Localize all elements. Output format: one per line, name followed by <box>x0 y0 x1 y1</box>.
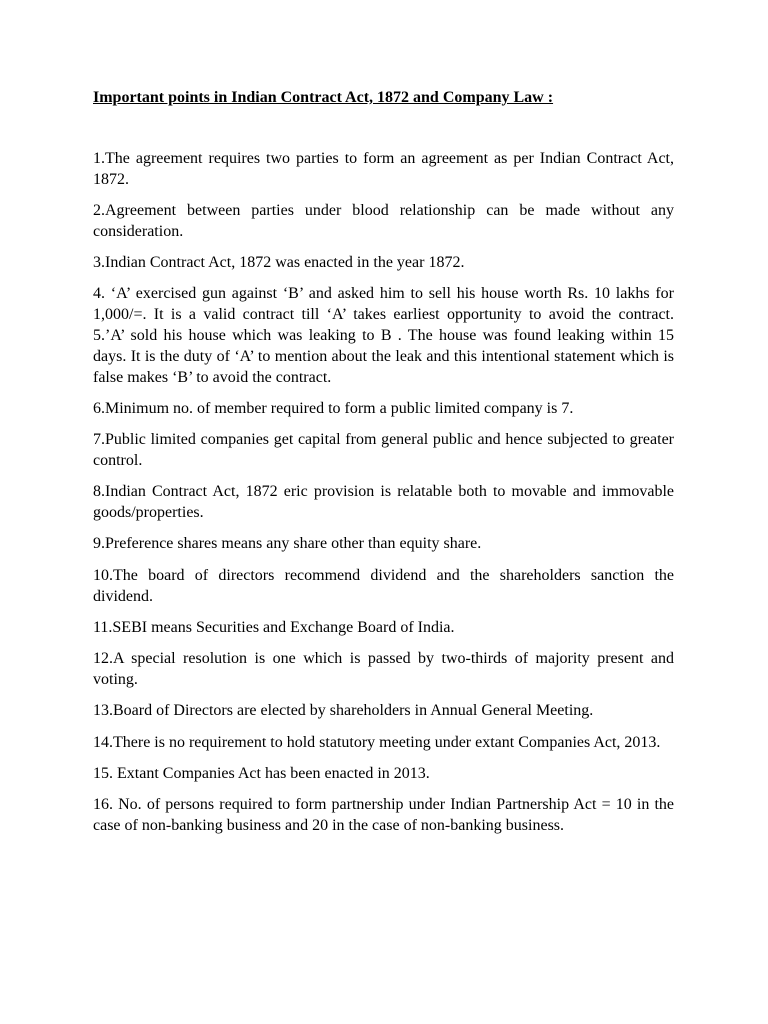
point-7: 7.Public limited companies get capital from general public and hence subjected to greater control. <box>93 431 674 470</box>
point-6: 6.Minimum no. of member required to form a public limited company is 7. <box>93 399 574 417</box>
point-15: 15. Extant Companies Act has been enacted in 2013. <box>93 764 430 782</box>
point-11: 11.SEBI means Securities and Exchange Board of India. <box>93 618 455 636</box>
point-16: 16. No. of persons required to form partnership under Indian Partnership Act = 10 in the case of non-banking business and 20 in the case of non-banking business. <box>93 796 674 834</box>
point-9: 9.Preference shares means any share other than equity share. <box>93 535 482 553</box>
point-14: 14.There is no requirement to hold statutory meeting under extant Companies Act, 2013. <box>93 733 661 751</box>
point-1: 1.The agreement requires two parties to form an agreement as per Indian Contract Act, 1872. <box>93 150 674 188</box>
point-4: 4. ‘A’ exercised gun against ‘B’ and asked him to sell his house worth Rs. 10 lakhs for 1,000/=. It is a valid contract till ‘A’ takes earliest opportunity to avoid the contract. <box>93 285 674 324</box>
point-10: 10.The board of directors recommend dividend and the shareholders sanction the dividend. <box>93 566 674 605</box>
point-2: 2.Agreement between parties under blood relationship can be made without any consideration. <box>93 202 674 240</box>
point-13: 13.Board of Directors are elected by shareholders in Annual General Meeting. <box>93 702 594 720</box>
document-body <box>93 87 674 847</box>
document-title: Important points in Indian Contract Act, 1872 and Company Law : <box>93 89 554 106</box>
point-5: 5.’A’ sold his house which was leaking to B . The house was found leaking within 15 days. It is the duty of ‘A’ to mention about the leak and this intentional statement which is false makes ‘B’ to avoid the contract. <box>93 327 674 386</box>
point-3: 3.Indian Contract Act, 1872 was enacted in the year 1872. <box>93 254 465 272</box>
point-12: 12.A special resolution is one which is passed by two-thirds of majority present and voting. <box>93 650 674 688</box>
point-8: 8.Indian Contract Act, 1872 eric provision is relatable both to movable and immovable goods/properties. <box>93 483 674 522</box>
